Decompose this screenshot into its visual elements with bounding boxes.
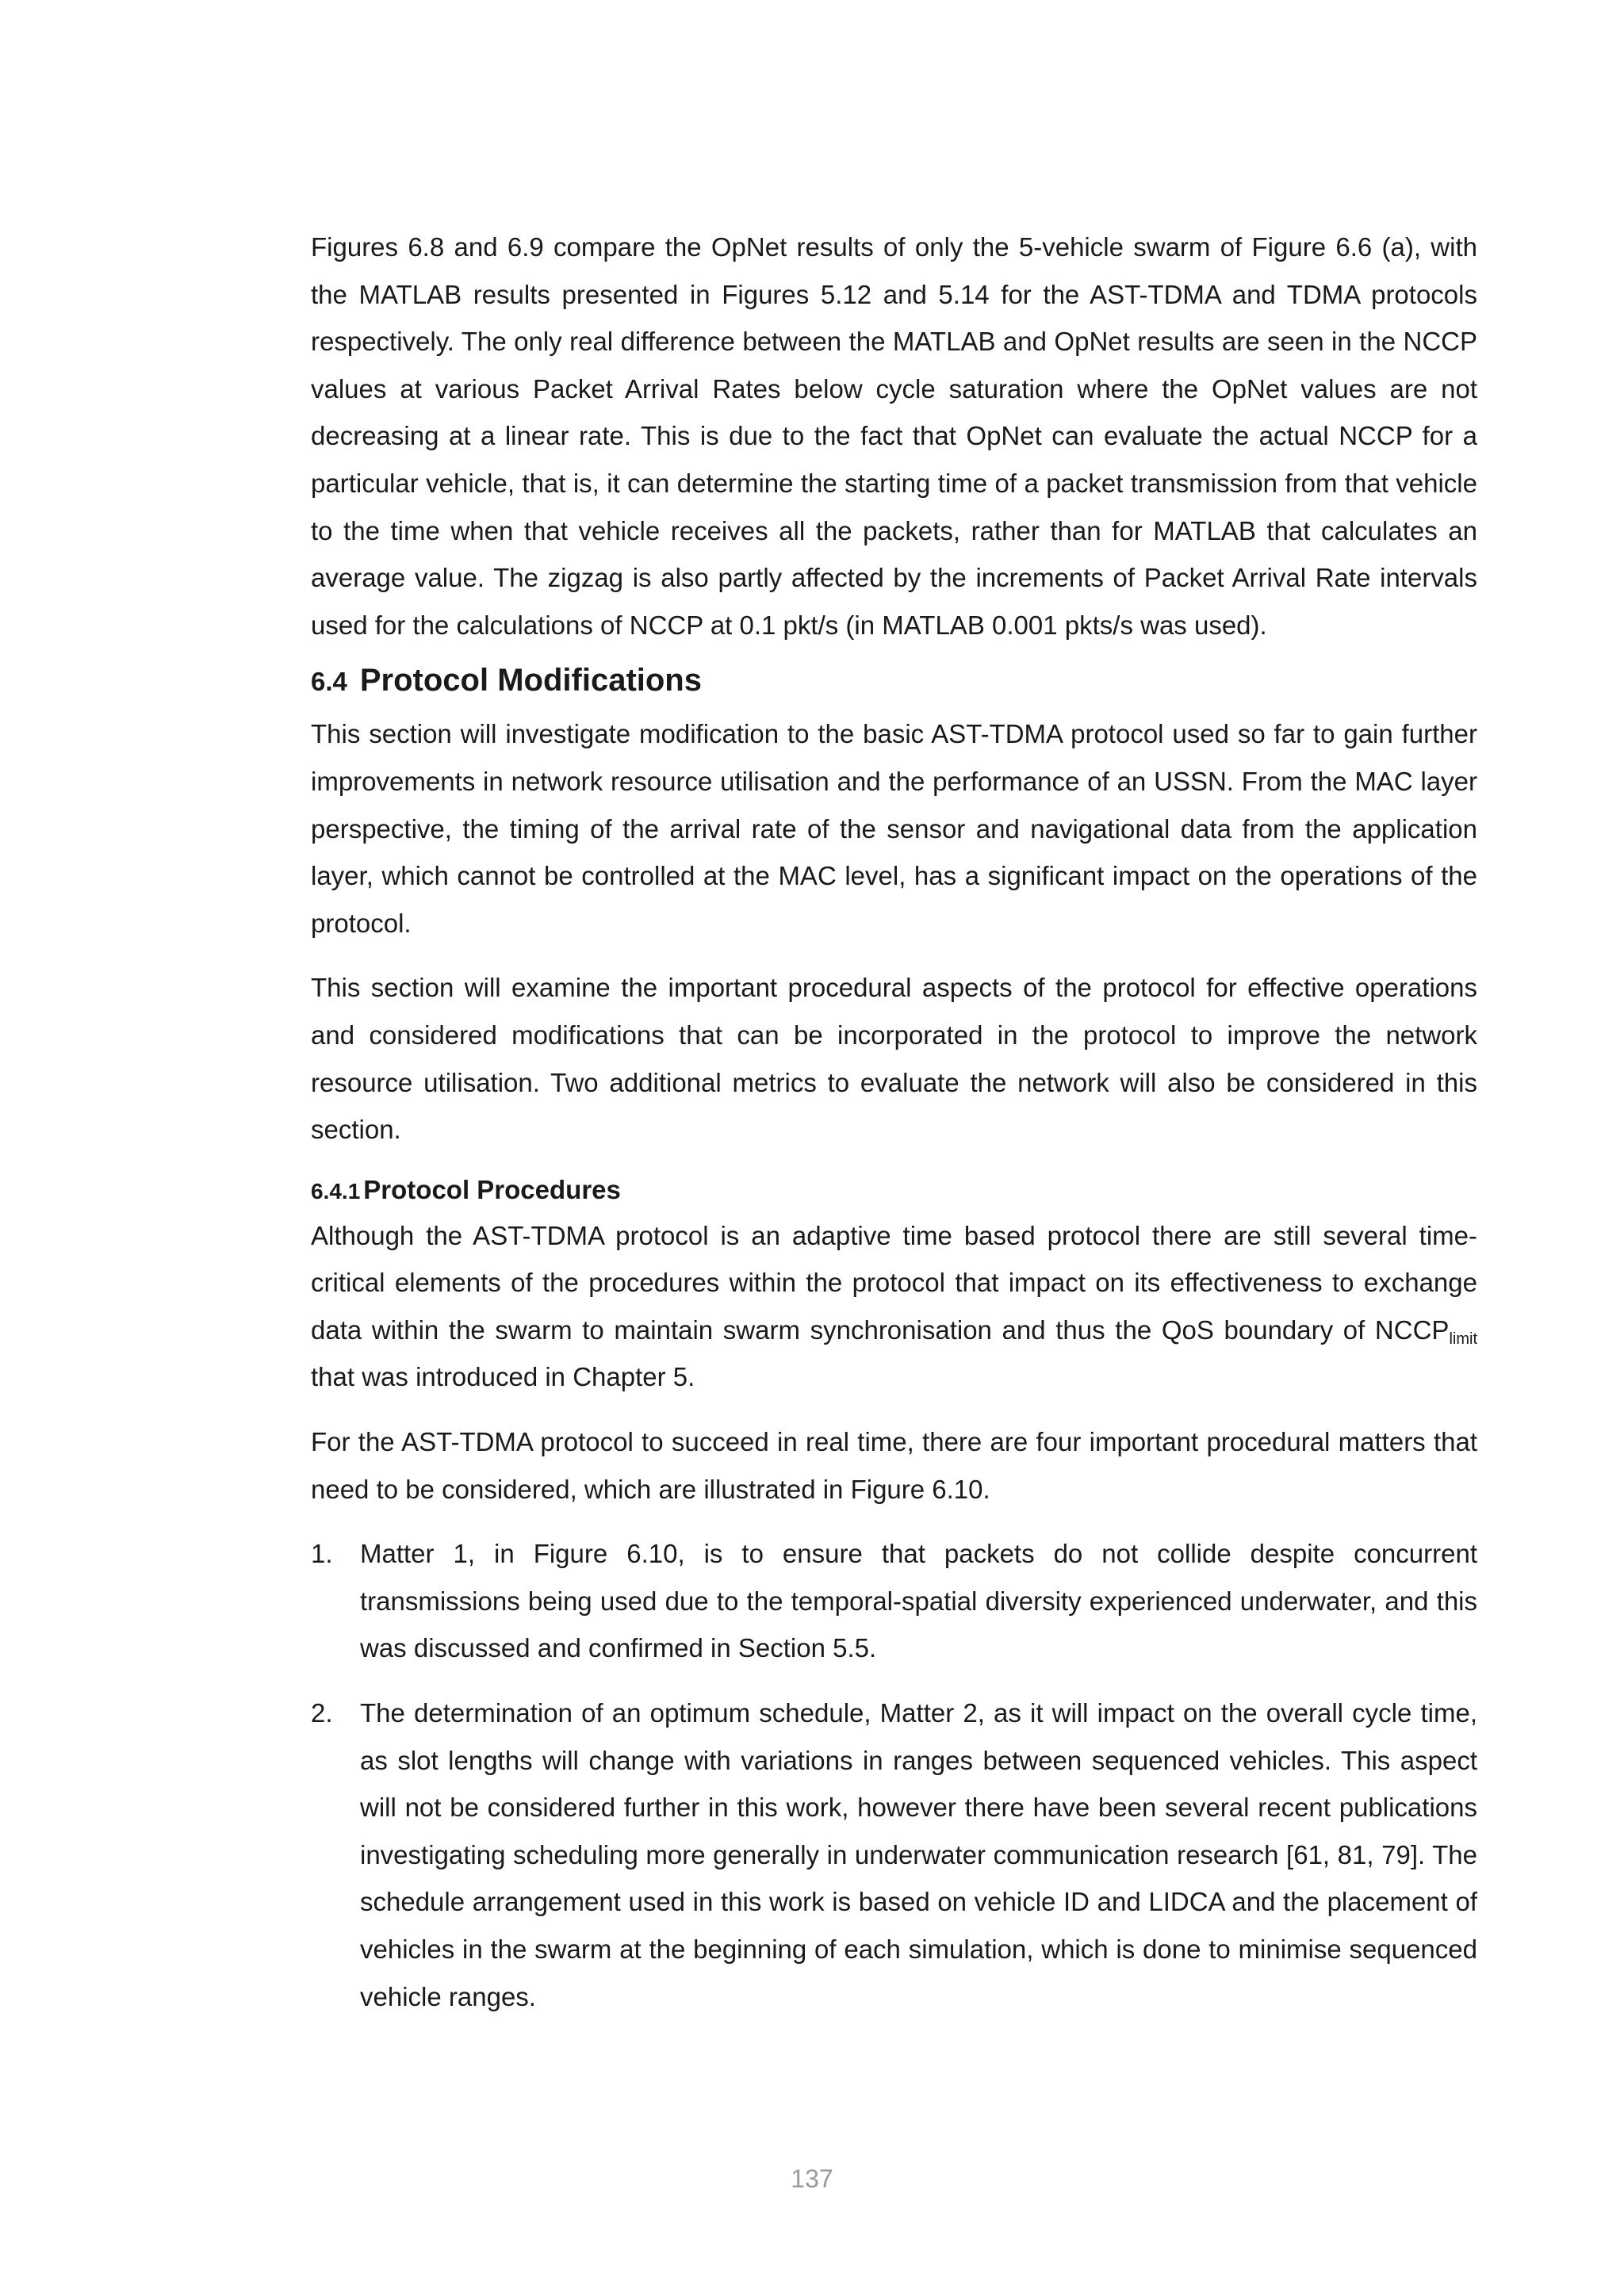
procedural-matters-list [311, 1530, 1477, 2020]
list-item [311, 1530, 1477, 1672]
section-heading [311, 658, 1477, 704]
section-number: 6.4 [311, 667, 347, 697]
list-item-text: The determination of an optimum schedule, Matter 2, as it will impact on the overall cycle time, as slot lengths will change with variations in ranges between sequenced vehicles. This aspect will not be considered further in this work, however there have been several recent publications investigating scheduling more generally in underwater communication research [61, 81, 79]. The schedule arrangement used in this work is based on vehicle ID and LIDCA and the placement of vehicles in the swarm at the beginning of each simulation, which is done to minimise sequenced vehicle ranges. [360, 1698, 1477, 2011]
list-marker: 1. [311, 1539, 333, 1569]
paragraph-time-critical-elements [311, 1212, 1477, 1401]
page-body [311, 224, 1477, 2038]
paragraph-procedural-matters: For the AST-TDMA protocol to succeed in real time, there are four important procedural matters that need to be considered, which are illustrated in Figure 6.10. [311, 1427, 1477, 1504]
subsection-number: 6.4.1 [311, 1178, 361, 1203]
page-number: 137 [791, 2164, 833, 2193]
paragraph-section-intro: This section will investigate modification to the basic AST-TDMA protocol used so far to gain further improvements in network resource utilisation and the performance of an USSN. From the MAC layer perspective, the timing of the arrival rate of the sensor and navigational data from the application layer, which cannot be controlled at the MAC level, has a significant impact on the operations of the protocol. [311, 719, 1477, 938]
list-item [311, 1689, 1477, 2020]
nccp-text-after: that was introduced in Chapter 5. [311, 1362, 695, 1392]
paragraph-opnet-matlab-comparison: Figures 6.8 and 6.9 compare the OpNet results of only the 5-vehicle swarm of Figure 6.6 (a), with the MATLAB results presented in Figures 5.12 and 5.14 for the AST-TDMA and TDMA protocols respectively. The only real difference between the MATLAB and OpNet results are seen in the NCCP values at various Packet Arrival Rates below cycle saturation where the OpNet values are not decreasing at a linear rate. This is due to the fact that OpNet can evaluate the actual NCCP for a particular vehicle, that is, it can determine the starting time of a packet transmission from that vehicle to the time when that vehicle receives all the packets, rather than for MATLAB that calculates an average value. The zigzag is also partly affected by the increments of Packet Arrival Rate intervals used for the calculations of NCCP at 0.1 pkt/s (in MATLAB 0.001 pkts/s was used). [311, 232, 1477, 640]
subsection-heading [311, 1169, 1477, 1212]
nccp-subscript: limit [1449, 1330, 1477, 1348]
nccp-text-before: Although the AST-TDMA protocol is an adaptive time based protocol there are still several time-critical elements of the procedures within the protocol that impact on its effectiveness to exchange data within the swarm to maintain swarm synchronisation and thus the QoS boundary of NCCP [311, 1220, 1477, 1345]
list-marker: 2. [311, 1698, 333, 1728]
list-item-text: Matter 1, in Figure 6.10, is to ensure that packets do not collide despite concurrent transmissions being used due to the temporal-spatial diversity experienced underwater, and this was discussed and confirmed in Section 5.5. [360, 1539, 1477, 1663]
section-title: Protocol Modifications [359, 663, 702, 698]
subsection-title: Protocol Procedures [363, 1174, 621, 1204]
paragraph-section-scope: This section will examine the important procedural aspects of the protocol for effective operations and considered modifications that can be incorporated in the protocol to improve the network resource utilisation. Two additional metrics to evaluate the network will also be considered in this section. [311, 973, 1477, 1145]
